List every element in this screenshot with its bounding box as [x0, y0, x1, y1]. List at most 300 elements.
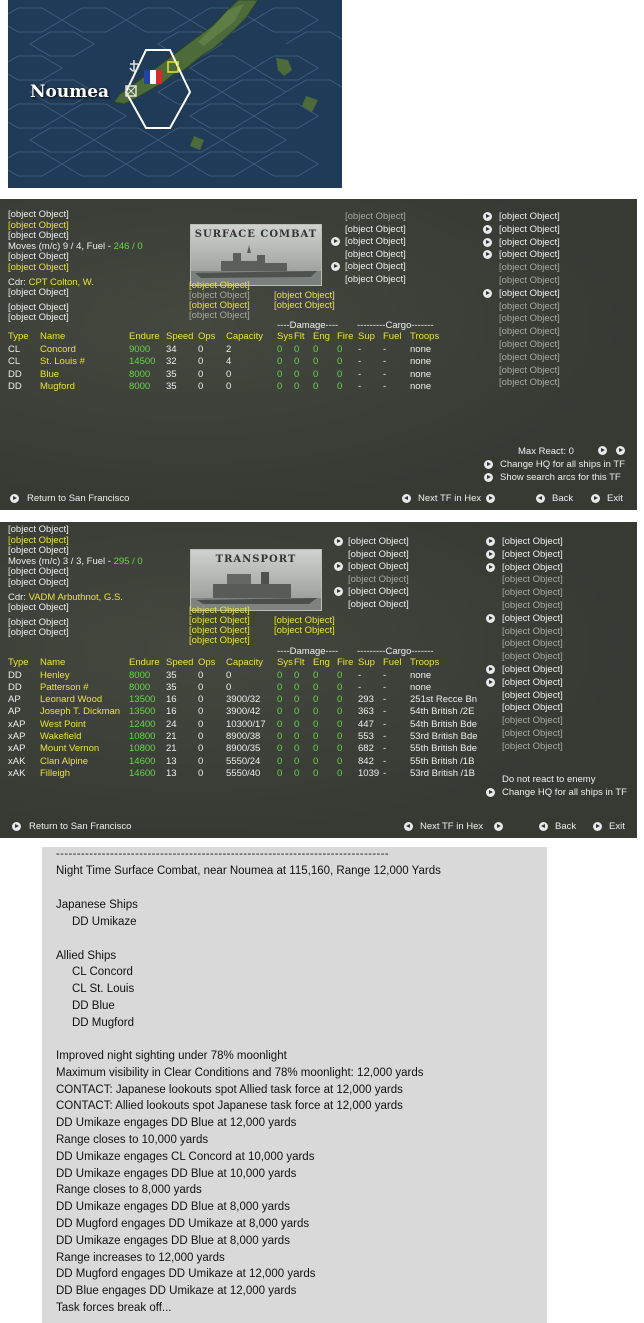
next-tf-left-icon[interactable] — [404, 822, 413, 831]
report-event-line: DD Umikaze engages DD Blue at 8,000 yards — [56, 1234, 290, 1247]
tf-torps-asw: [object Object] — [8, 312, 69, 324]
transport-ship-image — [191, 566, 322, 610]
ship-cell: 0 — [277, 731, 283, 742]
table-column-header: Speed — [166, 331, 194, 342]
ship-cell: 55th British Bde — [410, 743, 478, 755]
ship-cell: 53rd British /1B — [410, 767, 475, 779]
tf-header-line: [object Object] — [8, 545, 69, 557]
next-tf-right-icon[interactable] — [486, 494, 495, 503]
ship-cell: 0 — [313, 381, 319, 392]
ship-cell: 0 — [277, 356, 283, 367]
ship-name-link[interactable]: Patterson # — [40, 681, 89, 693]
tf-menu-item: [object Object] — [502, 702, 563, 714]
tf-destination-item[interactable]: [object Object] — [348, 536, 409, 547]
ship-cell: - — [358, 343, 362, 355]
ship-cell: 0 — [337, 343, 343, 355]
next-tf-button[interactable]: Next TF in Hex — [418, 493, 482, 504]
ship-cell: none — [410, 356, 432, 367]
exit-arrow-icon[interactable] — [591, 494, 600, 503]
mission-photo — [190, 549, 322, 611]
ship-cell: 8900/38 — [226, 731, 261, 742]
ship-name-link[interactable]: Wakefield — [40, 731, 82, 742]
tf-menu-item[interactable]: [object Object] — [502, 548, 563, 560]
change-hq-arrow-icon[interactable] — [486, 788, 495, 797]
tf-menu-item: [object Object] — [502, 625, 563, 637]
back-arrow-icon[interactable] — [539, 822, 548, 831]
ship-cell: none — [410, 368, 432, 380]
tf-menu-item[interactable]: [object Object] — [499, 236, 560, 248]
next-tf-button[interactable]: Next TF in Hex — [420, 821, 484, 832]
ship-cell: 8000 — [129, 381, 151, 392]
strategic-map[interactable] — [8, 0, 342, 188]
report-event-line: Task forces break off... — [56, 1302, 172, 1314]
ship-cell: 0 — [198, 381, 204, 392]
tf-destination-item[interactable]: [object Object] — [345, 261, 406, 272]
tf-commander-name[interactable]: CPT Colton, W. — [28, 276, 94, 288]
tf-setting-toggle[interactable]: [object Object] — [274, 625, 335, 636]
ship-cell: 0 — [277, 743, 283, 755]
tf-destination-item: [object Object] — [345, 211, 406, 222]
tf-menu-item[interactable]: [object Object] — [502, 612, 563, 624]
max-react-increase-icon[interactable] — [616, 446, 625, 455]
tf-menu-item: [object Object] — [502, 600, 563, 611]
report-event-line: Range closes to 10,000 yards — [56, 1134, 209, 1146]
ship-cell: 0 — [313, 706, 319, 718]
ship-cell: - — [358, 681, 362, 693]
tf-menu-item[interactable]: [object Object] — [502, 536, 563, 547]
menu-arrow-icon[interactable] — [486, 550, 495, 559]
ship-cell: 35 — [166, 669, 177, 681]
table-column-header: Fuel — [383, 657, 402, 668]
no-react-label: Do not react to enemy — [502, 774, 596, 785]
report-event-line: Maximum visibility in Clear Conditions and 78% moonlight: 12,000 yards — [56, 1066, 424, 1079]
ship-cell: xAK — [8, 755, 26, 767]
report-event-line: DD Blue engages DD Umikaze at 12,000 yards — [56, 1285, 297, 1298]
back-button[interactable]: Back — [552, 493, 574, 504]
map-location-label: Noumea — [30, 82, 110, 102]
change-hq-arrow-icon[interactable] — [484, 460, 493, 469]
ship-cell: 0 — [294, 694, 300, 706]
ship-cell: 0 — [337, 755, 343, 767]
ship-cell: 0 — [198, 669, 204, 681]
ship-cell: - — [383, 356, 387, 367]
ship-name-link[interactable]: Joseph T. Dickman — [40, 706, 121, 718]
tf-commander-name[interactable]: VADM Arbuthnot, G.S. — [28, 591, 123, 603]
ship-cell: 0 — [198, 767, 204, 779]
dest-arrow-icon[interactable] — [334, 587, 343, 596]
menu-arrow-icon[interactable] — [486, 563, 495, 572]
ship-name-link[interactable]: St. Louis # — [40, 356, 85, 367]
ship-cell: 13 — [166, 767, 177, 779]
report-ship: CL St. Louis — [72, 983, 135, 995]
tf-setting-toggle[interactable]: [object Object] — [189, 615, 250, 626]
table-column-header: Troops — [410, 331, 440, 342]
ship-cell: 0 — [294, 368, 300, 380]
ship-cell: 3900/32 — [226, 694, 261, 706]
ship-cell: 24 — [166, 718, 177, 730]
tf-header-line: [object Object] — [8, 230, 69, 242]
mission-photo-title: SURFACE COMBAT — [194, 229, 318, 240]
menu-arrow-icon[interactable] — [483, 212, 492, 221]
ship-cell: 0 — [277, 706, 283, 718]
table-column-header: Endure — [129, 657, 160, 668]
tf-menu-item: [object Object] — [499, 300, 560, 312]
return-arrow-icon[interactable] — [12, 822, 21, 831]
return-arrow-icon[interactable] — [10, 494, 19, 503]
ship-cell: 0 — [198, 368, 204, 380]
ship-cell: 4 — [226, 356, 232, 367]
ship-cell: 35 — [166, 381, 177, 392]
ship-cell: 0 — [226, 381, 232, 392]
ship-cell: - — [383, 755, 387, 767]
report-event-line: DD Umikaze engages DD Blue at 12,000 yards — [56, 1117, 297, 1130]
tf-fuel-value: 246 / 0 — [113, 240, 143, 252]
exit-button[interactable]: Exit — [609, 821, 625, 832]
ship-name-link[interactable]: Clan Alpine — [40, 755, 89, 767]
tf-setting-toggle[interactable]: [object Object] — [274, 615, 335, 626]
tf-setting-toggle[interactable]: [object Object] — [189, 625, 250, 636]
ship-cell: 16 — [166, 694, 177, 706]
table-column-header: Ops — [198, 657, 216, 668]
mission-photo — [190, 224, 322, 286]
tf-menu-item: [object Object] — [499, 339, 560, 350]
table-column-header: Fire — [337, 331, 354, 342]
ship-cell: 14600 — [129, 755, 156, 767]
ship-cell: xAP — [8, 743, 26, 755]
report-ship: DD Mugford — [72, 1017, 134, 1029]
ship-cell: 0 — [226, 681, 232, 693]
tf-float-planes: [object Object] — [8, 262, 69, 273]
ship-cell: 0 — [313, 718, 319, 730]
warship-image — [191, 241, 322, 285]
ship-cell: none — [410, 681, 432, 693]
return-to-port-button[interactable]: Return to San Francisco — [27, 493, 130, 504]
exit-button[interactable]: Exit — [607, 493, 623, 504]
tf-destination-item[interactable]: [object Object] — [348, 586, 409, 597]
tf-current-load: [object Object] — [8, 251, 69, 263]
ship-cell: 0 — [198, 343, 204, 355]
ship-cell: 0 — [294, 743, 300, 755]
ship-cell: 0 — [277, 368, 283, 380]
ship-cell: 13500 — [129, 694, 156, 706]
ship-cell: - — [383, 381, 387, 392]
report-event-line: DD Umikaze engages DD Blue at 10,000 yards — [56, 1167, 297, 1180]
table-column-header: Speed — [166, 657, 194, 668]
ship-name-link[interactable]: Blue — [40, 368, 60, 380]
ship-cell: 0 — [313, 755, 319, 767]
menu-arrow-icon[interactable] — [483, 225, 492, 234]
ship-cell: 0 — [294, 343, 300, 355]
tf-header-line: [object Object] — [8, 534, 69, 546]
ship-cell: 842 — [358, 755, 374, 767]
report-separator: -------------------------------------------------------------------------------- — [56, 848, 390, 860]
ship-cell: 682 — [358, 743, 374, 755]
ship-cell: - — [383, 681, 387, 693]
table-column-header: Endure — [129, 331, 160, 342]
tf-float-planes: [object Object] — [8, 577, 69, 588]
ship-cell: DD — [8, 368, 22, 380]
ship-cell: 0 — [313, 731, 319, 742]
ship-name-link[interactable]: Mugford — [40, 381, 75, 392]
ship-cell: 8000 — [129, 368, 151, 380]
table-column-header: Flt — [294, 657, 305, 668]
report-event-line: CONTACT: Allied lookouts spot Japanese task force at 12,000 yards — [56, 1100, 403, 1113]
table-column-header: Flt — [294, 331, 305, 342]
table-column-header: Type — [8, 331, 29, 342]
ship-cell: xAP — [8, 731, 26, 742]
dest-arrow-icon[interactable] — [334, 562, 343, 571]
tf-menu-item: [object Object] — [502, 638, 563, 650]
tf-header-line: [object Object] — [8, 524, 69, 535]
back-arrow-icon[interactable] — [536, 494, 545, 503]
ship-cell: xAP — [8, 718, 26, 730]
ship-name-link[interactable]: Filleigh — [40, 767, 71, 779]
report-event-line: Range increases to 12,000 yards — [56, 1251, 225, 1264]
ship-cell: 0 — [198, 681, 204, 693]
ship-cell: - — [358, 381, 362, 392]
tf-menu-item[interactable]: [object Object] — [499, 223, 560, 235]
ship-cell: 0 — [313, 681, 319, 693]
report-ship: CL Concord — [72, 966, 133, 978]
tf-setting-toggle[interactable]: [object Object] — [274, 300, 335, 311]
tf-menu-item[interactable]: [object Object] — [502, 561, 563, 573]
ship-cell: - — [383, 731, 387, 742]
menu-arrow-icon[interactable] — [483, 289, 492, 298]
ship-cell: 54th British Bde — [410, 718, 478, 730]
menu-arrow-icon[interactable] — [486, 537, 495, 546]
tf-menu-item: [object Object] — [502, 689, 563, 701]
dest-arrow-icon[interactable] — [331, 237, 340, 246]
tf-guns-aaa: [object Object] — [8, 616, 69, 628]
ship-cell: 0 — [294, 755, 300, 767]
report-event-line: Improved night sighting under 78% moonlight — [56, 1050, 287, 1062]
ship-cell: AP — [8, 706, 21, 718]
ship-cell: 0 — [337, 706, 343, 718]
tf-commander-label: Cdr: VADM Arbuthnot, G.S. — [8, 591, 123, 603]
tf-destination-item[interactable]: [object Object] — [348, 561, 409, 572]
table-column-header: Sup — [358, 331, 375, 342]
ship-cell: AP — [8, 694, 21, 706]
tf-leadership: [object Object] — [8, 602, 69, 614]
tf-destination-item: [object Object] — [348, 573, 409, 585]
ship-cell: 0 — [198, 694, 204, 706]
ship-cell: 2 — [226, 343, 232, 355]
dest-arrow-icon[interactable] — [331, 262, 340, 271]
report-title: Night Time Surface Combat, near Noumea at 115,160, Range 12,000 Yards — [56, 865, 441, 877]
change-hq-button[interactable]: Change HQ for all ships in TF — [500, 459, 625, 470]
tf-menu-item[interactable]: [object Object] — [502, 664, 563, 675]
exit-arrow-icon[interactable] — [593, 822, 602, 831]
tf-destination-item: [object Object] — [345, 248, 406, 260]
tf-menu-item: [object Object] — [502, 715, 563, 727]
ship-cell: 0 — [277, 381, 283, 392]
table-column-header: Troops — [410, 657, 440, 668]
tf-setting-toggle[interactable]: [object Object] — [189, 280, 250, 291]
tf-menu-item[interactable]: [object Object] — [499, 287, 560, 299]
ship-cell: 35 — [166, 368, 177, 380]
table-column-header: Sup — [358, 657, 375, 668]
tf-current-load: [object Object] — [8, 566, 69, 578]
ship-cell: 0 — [337, 718, 343, 730]
ship-cell: 10800 — [129, 743, 156, 755]
ship-cell: 10300/17 — [226, 718, 266, 730]
ship-cell: - — [383, 706, 387, 718]
tf-setting-toggle[interactable]: [object Object] — [189, 310, 250, 321]
return-to-port-button[interactable]: Return to San Francisco — [29, 821, 132, 832]
next-tf-right-icon[interactable] — [494, 822, 503, 831]
tf-destination-item: [object Object] — [348, 548, 409, 560]
ship-cell: 0 — [337, 368, 343, 380]
ship-cell: 32 — [166, 356, 177, 367]
combat-report — [42, 847, 547, 1323]
ship-cell: - — [383, 767, 387, 779]
tf-menu-item[interactable]: [object Object] — [502, 676, 563, 688]
tf-leadership: [object Object] — [8, 287, 69, 299]
tf-menu-item: [object Object] — [499, 313, 560, 325]
report-event-line: CONTACT: Japanese lookouts spot Allied task force at 12,000 yards — [56, 1083, 403, 1096]
ship-cell: 0 — [294, 681, 300, 693]
ship-cell: xAK — [8, 767, 26, 779]
report-event-line: DD Umikaze engages DD Blue at 8,000 yards — [56, 1201, 290, 1214]
cargo-header: ---------Cargo------- — [357, 646, 434, 657]
tf-menu-item[interactable]: [object Object] — [499, 211, 560, 222]
table-column-header: Fire — [337, 657, 354, 668]
ship-cell: 363 — [358, 706, 374, 718]
ship-cell: CL — [8, 343, 21, 355]
ship-name-link[interactable]: Mount Vernon — [40, 743, 100, 755]
ship-cell: 0 — [313, 669, 319, 681]
ship-cell: 0 — [313, 368, 319, 380]
tf-menu-item: [object Object] — [499, 364, 560, 376]
ship-cell: 0 — [277, 681, 283, 693]
table-column-header: Eng — [313, 331, 330, 342]
damage-header: ----Damage---- — [277, 646, 339, 657]
ship-cell: 0 — [198, 706, 204, 718]
ship-cell: 5550/24 — [226, 755, 261, 767]
ship-name-link[interactable]: West Point — [40, 718, 86, 730]
ship-cell: 0 — [337, 731, 343, 742]
ship-name-link[interactable]: Concord — [40, 343, 76, 355]
ship-name-link[interactable]: Leonard Wood — [40, 694, 103, 706]
tf-setting-toggle[interactable]: [object Object] — [189, 300, 250, 311]
report-event-line: DD Mugford engages DD Umikaze at 12,000 yards — [56, 1268, 316, 1281]
ship-cell: 0 — [313, 356, 319, 367]
ship-cell: 0 — [277, 343, 283, 355]
change-hq-button[interactable]: Change HQ for all ships in TF — [502, 787, 627, 798]
report-event-line: Range closes to 8,000 yards — [56, 1184, 202, 1197]
ship-cell: 8000 — [129, 681, 151, 693]
tf-setting-toggle[interactable]: [object Object] — [189, 290, 250, 301]
french-flag-marker — [144, 70, 162, 84]
ship-cell: 0 — [337, 681, 343, 693]
ship-cell: - — [383, 368, 387, 380]
ship-cell: 13 — [166, 755, 177, 767]
next-tf-left-icon[interactable] — [402, 494, 411, 503]
tf-menu-item: [object Object] — [502, 740, 563, 752]
max-react-decrease-icon[interactable] — [598, 446, 607, 455]
ship-cell: 0 — [198, 755, 204, 767]
ship-cell: 0 — [337, 381, 343, 392]
tf-commander-label: Cdr: CPT Colton, W. — [8, 276, 94, 288]
ship-cell: DD — [8, 669, 22, 681]
ship-cell: 21 — [166, 743, 177, 755]
ship-cell: 5550/40 — [226, 767, 261, 779]
menu-arrow-icon[interactable] — [486, 665, 495, 674]
ship-cell: 0 — [294, 731, 300, 742]
ship-cell: 0 — [337, 767, 343, 779]
tf-menu-item: [object Object] — [499, 262, 560, 274]
tf-panel-surface-combat — [0, 199, 637, 510]
ship-cell: 8900/35 — [226, 743, 261, 755]
tf-menu-item: [object Object] — [499, 275, 560, 286]
damage-header: ----Damage---- — [277, 320, 339, 331]
ship-cell: - — [383, 718, 387, 730]
ship-cell: 13500 — [129, 706, 156, 718]
table-column-header: Fuel — [383, 331, 402, 342]
ship-cell: 0 — [337, 356, 343, 367]
ship-cell: 14600 — [129, 767, 156, 779]
ship-cell: 293 — [358, 694, 374, 706]
ship-cell: none — [410, 343, 432, 355]
table-column-header: Capacity — [226, 657, 263, 668]
ship-cell: 0 — [294, 706, 300, 718]
tf-guns-aaa: [object Object] — [8, 301, 69, 313]
dest-arrow-icon[interactable] — [334, 537, 343, 546]
table-column-header: Eng — [313, 657, 330, 668]
ship-cell: 0 — [294, 767, 300, 779]
ship-cell: 35 — [166, 681, 177, 693]
ship-cell: 251st Recce Bn — [410, 694, 478, 706]
max-react-label: Max React: 0 — [518, 446, 574, 457]
tf-menu-item[interactable]: [object Object] — [499, 249, 560, 261]
tf-setting-toggle[interactable]: [object Object] — [189, 635, 250, 646]
ship-cell: 0 — [337, 694, 343, 706]
ship-cell: none — [410, 669, 432, 681]
ship-cell: 34 — [166, 343, 177, 355]
ship-cell: 0 — [294, 381, 300, 392]
ship-cell: 0 — [277, 718, 283, 730]
back-button[interactable]: Back — [555, 821, 577, 832]
ship-cell: 0 — [337, 669, 343, 681]
ship-cell: 0 — [226, 368, 232, 380]
show-search-arcs-button[interactable]: Show search arcs for this TF — [500, 472, 621, 483]
menu-arrow-icon[interactable] — [486, 678, 495, 687]
table-column-header: Name — [40, 331, 66, 342]
ship-cell: 0 — [337, 743, 343, 755]
ship-name-link[interactable]: Henley — [40, 669, 70, 681]
menu-arrow-icon[interactable] — [483, 250, 492, 259]
tf-setting-toggle[interactable]: [object Object] — [189, 605, 250, 616]
menu-arrow-icon[interactable] — [483, 238, 492, 247]
ship-cell: 0 — [294, 356, 300, 367]
ship-cell: none — [410, 381, 432, 392]
tf-destination-item[interactable]: [object Object] — [345, 236, 406, 247]
ship-cell: - — [358, 669, 362, 681]
tf-panel-transport — [0, 522, 637, 838]
ship-cell: 553 — [358, 731, 374, 742]
tf-menu-item: [object Object] — [499, 377, 560, 389]
tf-menu-item: [object Object] — [502, 728, 563, 739]
table-column-header: Type — [8, 657, 29, 668]
ship-cell: - — [358, 368, 362, 380]
tf-setting-toggle[interactable]: [object Object] — [274, 290, 335, 301]
search-arcs-arrow-icon[interactable] — [484, 473, 493, 482]
ship-cell: 0 — [313, 343, 319, 355]
ship-cell: 16 — [166, 706, 177, 718]
ship-cell: 3900/42 — [226, 706, 261, 718]
tf-header-line: [object Object] — [8, 219, 69, 231]
menu-arrow-icon[interactable] — [486, 614, 495, 623]
